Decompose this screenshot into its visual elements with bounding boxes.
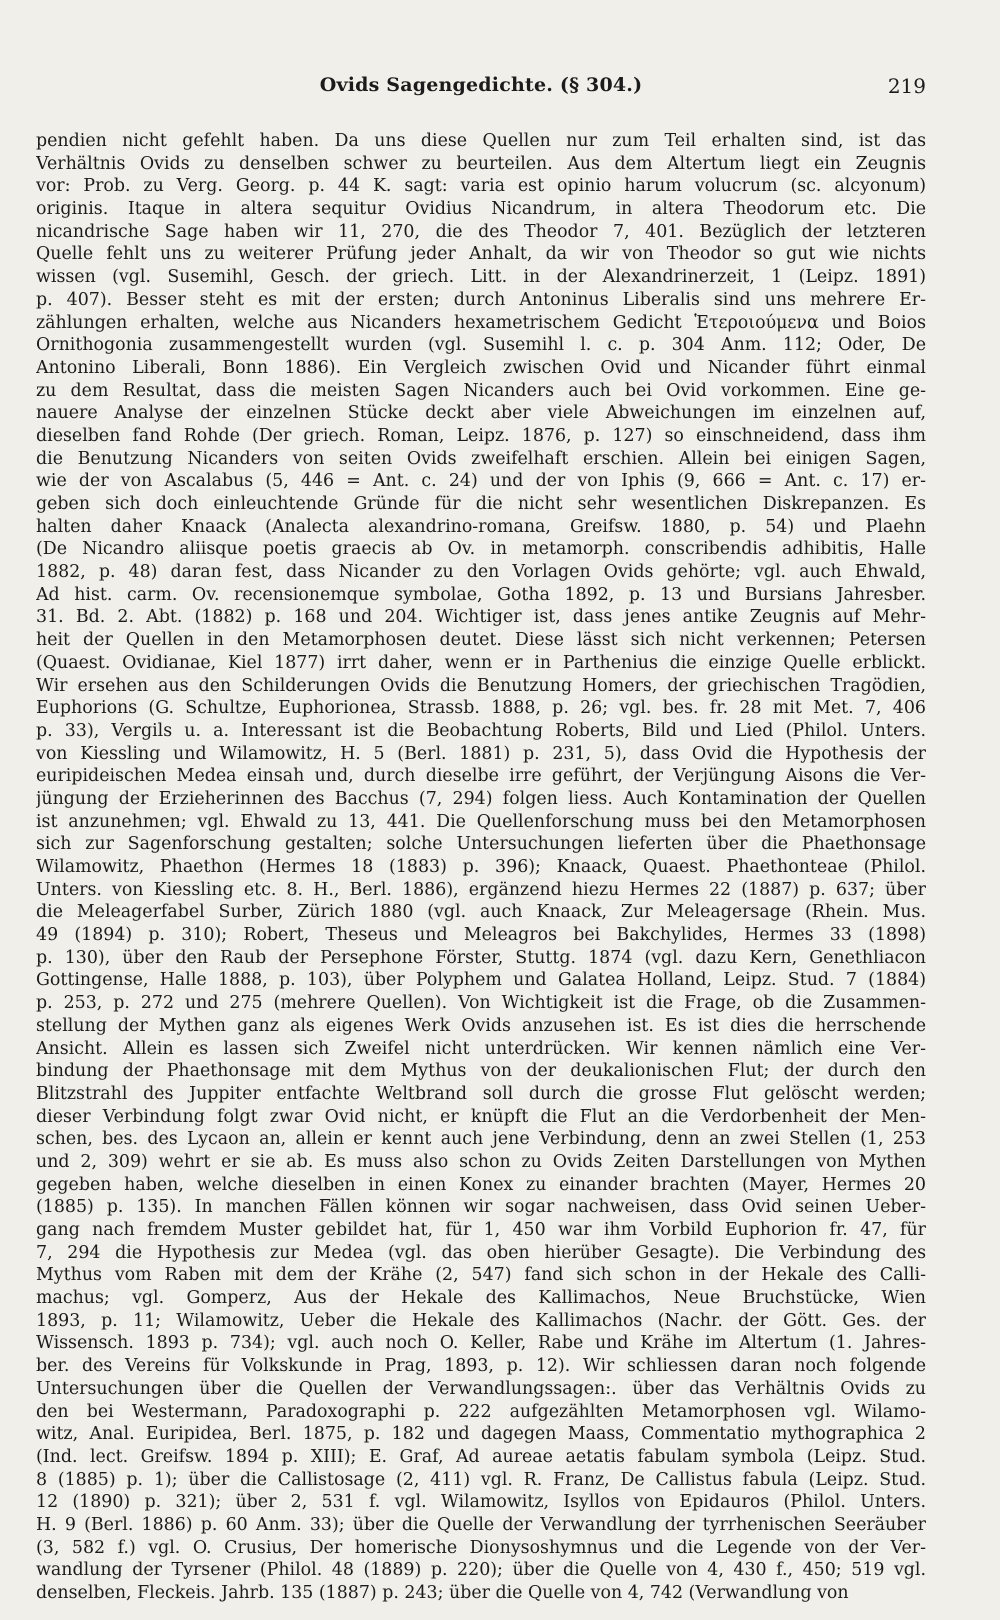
text-line: (Ind. lect. Greifsw. 1894 p. XIII); E. Graf, Ad aureae aetatis fabulam symbola (Leipz. Stud. <box>36 1446 926 1467</box>
text-line: wandlung der Tyrsener (Philol. 48 (1889) p. 220); über die Quelle von 4, 430 f., 450; 519 vgl. <box>36 1560 926 1581</box>
text-line: p. 33), Vergils u. a. Interessant ist die Beobachtung Roberts, Bild und Lied (Philol. Unters. <box>36 720 926 741</box>
text-line: witz, Anal. Euripidea, Berl. 1875, p. 182 und dagegen Maass, Commentatio mythographica 2 <box>36 1424 926 1445</box>
text-line: (3, 582 f.) vgl. O. Crusius, Der homerische Dionysoshymnus und die Legende von der Ver- <box>36 1537 926 1558</box>
text-line: Antonino Liberali, Bonn 1886). Ein Vergleich zwischen Ovid und Nicander führt einmal <box>36 357 926 378</box>
text-line: die Meleagerfabel Surber, Zürich 1880 (vgl. auch Knaack, Zur Meleagersage (Rhein. Mus. <box>36 902 926 923</box>
text-line: 12 (1890) p. 321); über 2, 531 f. vgl. Wilamowitz, Isyllos von Epidauros (Philol. Unters. <box>36 1492 926 1513</box>
text-line: 1893, p. 11; Wilamowitz, Ueber die Hekale des Kallimachos (Nachr. der Gött. Ges. der <box>36 1310 926 1331</box>
text-line: p. 130), über den Raub der Persephone Förster, Stuttg. 1874 (vgl. dazu Kern, Genethliacon <box>36 947 926 968</box>
text-line: geben sich doch einleuchtende Gründe für die nicht sehr wesentlichen Diskrepanzen. Es <box>36 494 926 514</box>
text-line: dieselben fand Rohde (Der griech. Roman, Leipz. 1876, p. 127) so einschneidend, dass ihm <box>36 425 926 446</box>
text-line: (Quaest. Ovidianae, Kiel 1877) irrt daher, wenn er in Parthenius die einzige Quelle erblickt. <box>36 652 926 673</box>
text-line: halten daher Knaack (Analecta alexandrino-romana, Greifsw. 1880, p. 54) und Plaehn <box>36 516 926 537</box>
text-line: vor: Prob. zu Verg. Georg. p. 44 K. sagt: varia est opinio harum volucrum (sc. alcyonum) <box>36 176 926 197</box>
text-line: Gottingense, Halle 1888, p. 103), über Polyphem und Galatea Holland, Leipz. Stud. 7 (1884) <box>36 970 926 991</box>
text-line: Blitzstrahl des Juppiter entfachte Weltbrand soll durch die grosse Flut gelöscht werden; <box>36 1083 926 1104</box>
text-line: originis. Itaque in altera sequitur Ovidius Nicandrum, in altera Theodorum etc. Die <box>36 199 926 220</box>
text-line: Ansicht. Allein es lassen sich Zweifel nicht unterdrücken. Wir kennen nämlich eine Ver- <box>36 1038 926 1059</box>
text-line: stellung der Mythen ganz als eigenes Werk Ovids anzusehen ist. Es ist dies die herrschende <box>36 1015 926 1036</box>
text-line: machus; vgl. Gomperz, Aus der Hekale des Kallimachos, Neue Bruchstücke, Wien <box>36 1288 926 1309</box>
text-line: Untersuchungen über die Quellen der Verwandlungssagen:. über das Verhältnis Ovids zu <box>36 1378 926 1399</box>
text-line: Ad hist. carm. Ov. recensionemque symbolae, Gotha 1892, p. 13 und Bursians Jahresber. <box>36 584 926 605</box>
text-line: schen, bes. des Lycaon an, allein er kennt auch jene Verbindung, denn an zwei Stellen (1, 253 <box>36 1129 926 1150</box>
text-line: gang nach fremdem Muster gebildet hat, für 1, 450 war ihm Vorbild Euphorion fr. 47, für <box>36 1220 926 1240</box>
text-line: zu dem Resultat, dass die meisten Sagen Nicanders auch bei Ovid vorkommen. Eine ge- <box>36 380 926 401</box>
running-title: Ovids Sagengedichte. (§ 304.) <box>319 74 643 96</box>
text-line: Quelle fehlt uns zu weiterer Prüfung jeder Anhalt, da wir von Theodor so gut wie nichts <box>36 244 926 265</box>
text-line: und 2, 309) wehrt er sie ab. Es muss also schon zu Ovids Zeiten Darstellungen von Mythen <box>36 1151 926 1172</box>
text-line: Verhältnis Ovids zu denselben schwer zu beurteilen. Aus dem Altertum liegt ein Zeugnis <box>36 153 926 174</box>
text-line: pendien nicht gefehlt haben. Da uns diese Quellen nur zum Teil erhalten sind, ist das <box>36 131 926 151</box>
text-line: Ornithogonia zusammengestellt wurden (vgl. Susemihl l. c. p. 304 Anm. 112; Oder, De <box>36 335 926 356</box>
text-line: Wissensch. 1893 p. 734); vgl. auch noch O. Keller, Rabe und Krähe im Altertum (1. Jahres- <box>36 1333 926 1354</box>
text-line: p. 407). Besser steht es mit der ersten; durch Antoninus Liberalis sind uns mehrere Er- <box>36 289 926 310</box>
text-line: (1885) p. 135). In manchen Fällen können wir sogar nachweisen, dass Ovid seinen Ueber- <box>36 1197 926 1218</box>
text-line: 1882, p. 48) daran fest, dass Nicander zu den Vorlagen Ovids gehörte; vgl. auch Ehwald, <box>36 562 926 583</box>
text-line: ber. des Vereins für Volkskunde in Prag, 1893, p. 12). Wir schliessen daran noch folgende <box>36 1356 926 1377</box>
text-line: Mythus vom Raben mit dem der Krähe (2, 547) fand sich schon in der Hekale des Calli- <box>36 1265 926 1286</box>
text-line: 49 (1894) p. 310); Robert, Theseus und Meleagros bei Bakchylides, Hermes 33 (1898) <box>36 925 926 946</box>
text-line: 8 (1885) p. 1); über die Callistosage (2, 411) vgl. R. Franz, De Callistus fabula (Leipz. Stud. <box>36 1469 926 1490</box>
text-line: die Benutzung Nicanders von seiten Ovids zweifelhaft erschien. Allein bei einigen Sagen, <box>36 448 926 469</box>
text-line: von Kiessling und Wilamowitz, H. 5 (Berl. 1881) p. 231, 5), dass Ovid die Hypothesis der <box>36 743 926 764</box>
text-line: p. 253, p. 272 und 275 (mehrere Quellen). Von Wichtigkeit ist die Frage, ob die Zusammen- <box>36 993 926 1014</box>
page-header <box>36 74 926 100</box>
text-line: euripideischen Medea einsah und, durch dieselbe irre geführt, der Verjüngung Aisons die Ver- <box>36 766 926 787</box>
text-line: 31. Bd. 2. Abt. (1882) p. 168 und 204. Wichtiger ist, dass jenes antike Zeugnis auf Mehr- <box>36 607 926 628</box>
text-line: (De Nicandro aliisque poetis graecis ab Ov. in metamorph. conscribendis adhibitis, Halle <box>36 539 926 560</box>
text-line: bindung der Phaethonsage mit dem Mythus von der deukalionischen Flut; der durch den <box>36 1061 926 1082</box>
body-text <box>36 130 926 1605</box>
text-line: heit der Quellen in den Metamorphosen deutet. Diese lässt sich nicht verkennen; Petersen <box>36 630 926 651</box>
page-number: 219 <box>887 74 926 98</box>
text-line: Euphorions (G. Schultze, Euphorionea, Strassb. 1888, p. 26; vgl. bes. fr. 28 mit Met. 7, 406 <box>36 698 926 719</box>
text-line: wie der von Ascalabus (5, 446 = Ant. c. 24) und der von Iphis (9, 666 = Ant. c. 17) er- <box>36 471 926 492</box>
text-line: wissen (vgl. Susemihl, Gesch. der griech. Litt. in der Alexandrinerzeit, 1 (Leipz. 1891) <box>36 267 926 288</box>
text-line: Unters. von Kiessling etc. 8. H., Berl. 1886), ergänzend hiezu Hermes 22 (1887) p. 637; über <box>36 879 926 900</box>
text-line: ist anzunehmen; vgl. Ehwald zu 13, 441. Die Quellenforschung muss bei den Metamorphosen <box>36 811 926 832</box>
text-line: Wilamowitz, Phaethon (Hermes 18 (1883) p. 396); Knaack, Quaest. Phaethonteae (Philol. <box>36 857 926 877</box>
text-line: Wir ersehen aus den Schilderungen Ovids die Benutzung Homers, der griechischen Tragödien, <box>36 675 926 696</box>
text-line: sich zur Sagenforschung gestalten; solche Untersuchungen lieferten über die Phaethonsage <box>36 834 926 855</box>
text-line: dieser Verbindung folgt zwar Ovid nicht, er knüpft die Flut an die Verdorbenheit der Men- <box>36 1106 926 1127</box>
text-line: 7, 294 die Hypothesis zur Medea (vgl. das oben hierüber Gesagte). Die Verbindung des <box>36 1242 926 1263</box>
text-line: gegeben haben, welche dieselben in einen Konex zu einander brachten (Mayer, Hermes 20 <box>36 1174 926 1195</box>
text-line: nauere Analyse der einzelnen Stücke deckt aber viele Abweichungen im einzelnen auf, <box>36 403 926 424</box>
text-line: den bei Westermann, Paradoxographi p. 222 aufgezählten Metamorphosen vgl. Wilamo- <box>36 1401 926 1422</box>
text-line: jüngung der Erzieherinnen des Bacchus (7, 294) folgen liess. Auch Kontamination der Quellen <box>36 788 926 809</box>
text-line: zählungen erhalten, welche aus Nicanders hexametrischem Gedicht Ἑτεροιούμενα und Boios <box>36 312 926 333</box>
text-line: nicandrische Sage haben wir 11, 270, die des Theodor 7, 401. Bezüglich der letzteren <box>36 221 926 242</box>
text-line: denselben, Fleckeis. Jahrb. 135 (1887) p. 243; über die Quelle von 4, 742 (Verwandlung von <box>36 1583 849 1603</box>
text-line: H. 9 (Berl. 1886) p. 60 Anm. 33); über die Quelle der Verwandlung der tyrrhenischen Seeräuber <box>36 1514 926 1535</box>
